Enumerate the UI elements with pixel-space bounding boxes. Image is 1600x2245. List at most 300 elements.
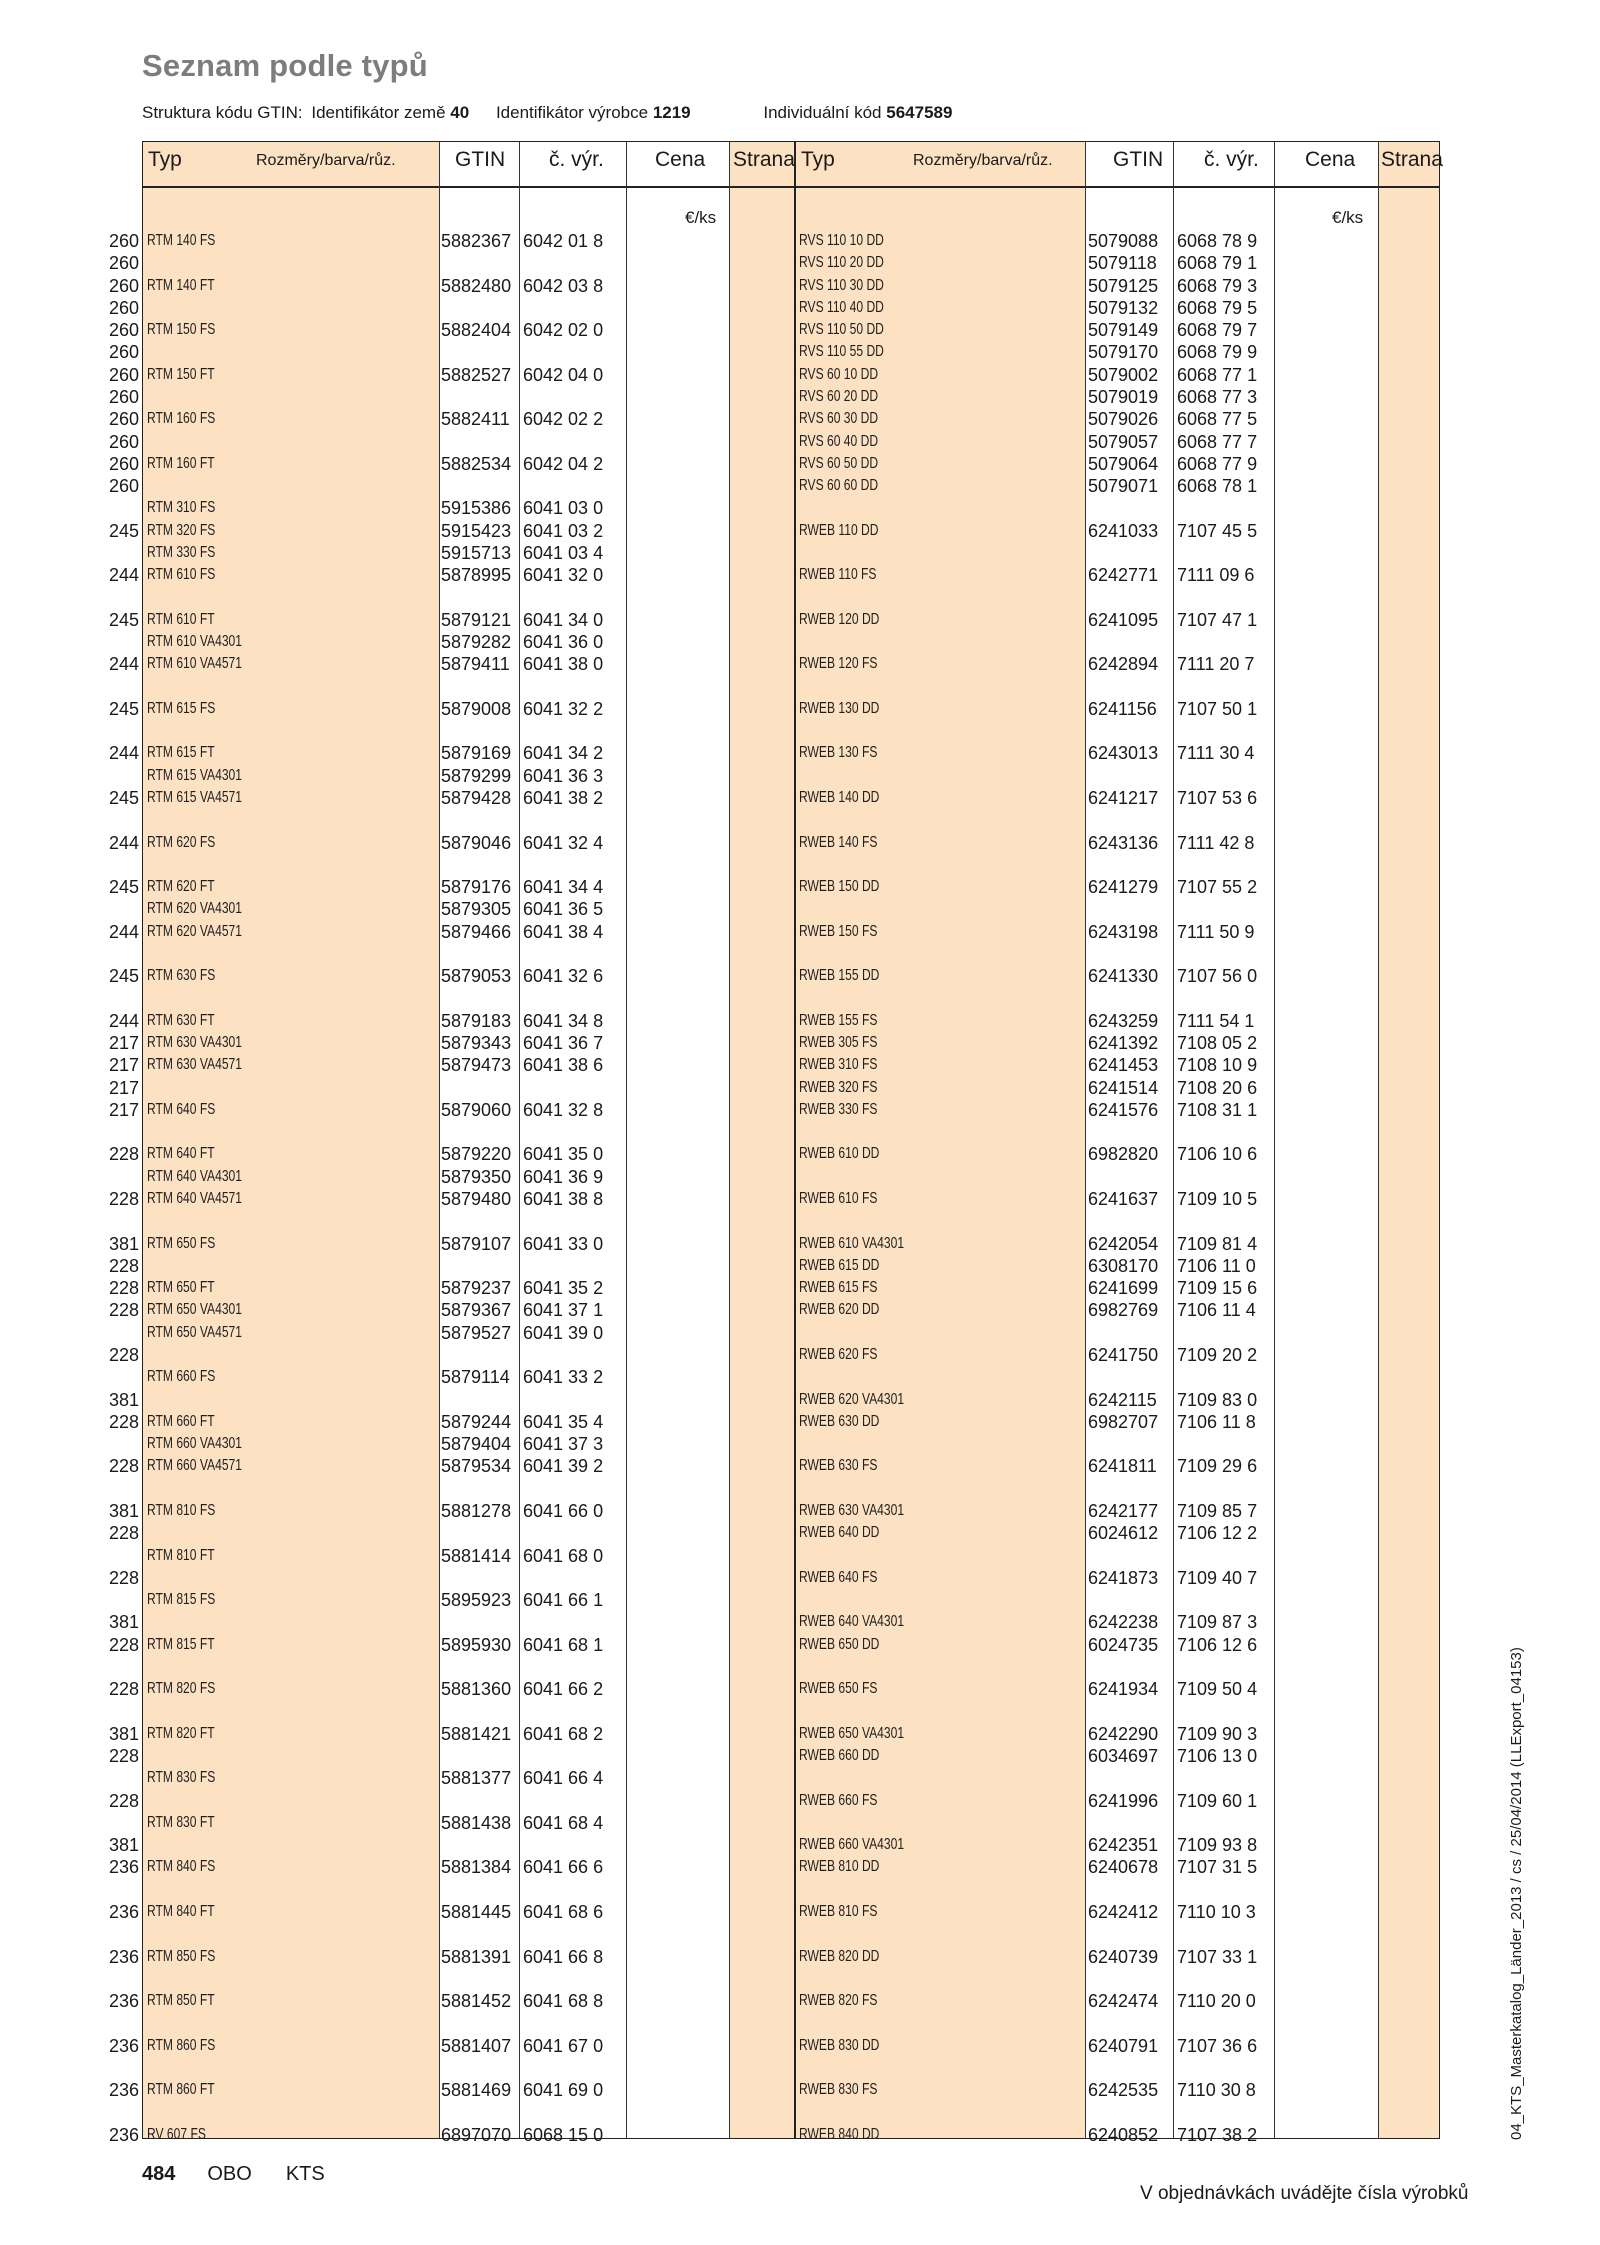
article-number: 7108 31 1: [1177, 1099, 1258, 1120]
type-code: RWEB 130 FS: [799, 744, 878, 762]
type-code: RTM 615 FS: [147, 699, 216, 717]
type-code: RWEB 660 VA4301: [799, 1836, 905, 1854]
article-number: 6068 78 9: [1177, 231, 1258, 251]
type-code: RWEB 140 FS: [799, 833, 878, 851]
article-number: 7106 12 6: [1177, 1634, 1258, 1655]
type-code: RTM 630 FS: [147, 967, 216, 985]
maker-label: Identifikátor výrobce: [495, 103, 649, 122]
type-code: RWEB 615 DD: [799, 1256, 880, 1274]
catalog-page: 260: [108, 275, 139, 296]
type-code: RWEB 155 DD: [799, 967, 880, 985]
gtin-code: 6024612: [1088, 1523, 1159, 1544]
type-code: RVS 60 20 DD: [799, 387, 879, 405]
gtin-code: 5881384: [441, 1857, 512, 1878]
section: KTS: [285, 2163, 325, 2185]
article-number: 6041 36 9: [523, 1166, 604, 1187]
gtin-code: 6241996: [1088, 1790, 1159, 1811]
type-code: RTM 615 FT: [147, 744, 215, 762]
catalog-page: 244: [108, 743, 139, 764]
gtin-code: 6241514: [1088, 1077, 1159, 1098]
col-line: [1173, 142, 1174, 2138]
type-code: RTM 650 VA4301: [147, 1301, 242, 1319]
article-number: 6041 36 0: [523, 632, 604, 653]
gtin-code: 5879305: [441, 899, 512, 920]
article-number: 6041 33 2: [523, 1367, 604, 1388]
type-code: RWEB 120 FS: [799, 655, 878, 673]
catalog-page: 381: [108, 1612, 139, 1633]
gtin-code: 6241217: [1088, 788, 1159, 808]
type-code: RTM 660 VA4301: [147, 1435, 242, 1453]
gtin-code: 5079019: [1088, 386, 1159, 407]
gtin-code: 5882527: [441, 364, 512, 385]
type-code: RVS 60 50 DD: [799, 454, 879, 472]
gtin-code: 5882480: [441, 275, 512, 296]
article-number: 7111 50 9: [1177, 921, 1255, 942]
gtin-code: 6982820: [1088, 1144, 1159, 1165]
article-number: 7107 47 1: [1177, 609, 1258, 630]
article-number: 6041 34 8: [523, 1010, 604, 1031]
article-number: 7111 09 6: [1177, 565, 1255, 586]
article-number: 6041 37 1: [523, 1300, 604, 1321]
gtin-code: 6241750: [1088, 1345, 1159, 1365]
gtin-code: 5879428: [441, 788, 512, 808]
type-code: RTM 650 FT: [147, 1279, 215, 1297]
type-code: RTM 650 VA4571: [147, 1323, 242, 1341]
type-code: RTM 150 FS: [147, 321, 216, 339]
type-code: RTM 640 FT: [147, 1145, 215, 1163]
article-number: 6041 35 0: [523, 1144, 604, 1165]
header-page-right: Strana: [1381, 148, 1443, 171]
article-number: 6041 36 7: [523, 1033, 604, 1054]
gtin-code: 5879350: [441, 1166, 512, 1187]
type-code: RTM 150 FT: [147, 365, 215, 383]
catalog-page: 245: [108, 609, 139, 630]
type-code: RWEB 640 VA4301: [799, 1613, 905, 1631]
article-number: 6041 66 2: [523, 1679, 604, 1700]
gtin-code: 5079125: [1088, 275, 1159, 296]
type-code: RTM 660 VA4571: [147, 1457, 242, 1475]
type-code: RWEB 620 VA4301: [799, 1390, 905, 1408]
catalog-page: 217: [108, 1055, 139, 1076]
article-number: 7106 11 0: [1177, 1255, 1256, 1276]
type-code: RWEB 305 FS: [799, 1034, 878, 1052]
article-number: 7109 20 2: [1177, 1345, 1258, 1365]
catalog-page: 381: [108, 1389, 139, 1410]
type-code: RTM 610 VA4571: [147, 655, 242, 673]
article-number: 6041 68 6: [523, 1902, 604, 1922]
type-code: RTM 330 FS: [147, 543, 216, 561]
type-code: RTM 840 FS: [147, 1858, 216, 1876]
catalog-page: 228: [108, 1278, 139, 1299]
type-code: RTM 850 FT: [147, 1992, 215, 2010]
type-code: RVS 60 60 DD: [799, 477, 879, 495]
gtin-code: 6241156: [1088, 698, 1157, 719]
gtin-code: 5879183: [441, 1010, 512, 1031]
type-code: RTM 140 FT: [147, 276, 215, 294]
gtin-code: 5879411: [441, 654, 510, 675]
type-code: RWEB 155 FS: [799, 1011, 878, 1029]
left-price-band: [729, 142, 795, 2138]
gtin-code: 6242177: [1088, 1500, 1159, 1521]
type-code: RWEB 650 VA4301: [799, 1724, 905, 1742]
article-number: 6041 66 0: [523, 1500, 604, 1521]
type-code: RTM 640 VA4571: [147, 1190, 242, 1208]
gtin-code: 5879008: [441, 698, 512, 719]
catalog-page: 228: [108, 1300, 139, 1321]
gtin-code: 5879282: [441, 632, 512, 653]
type-code: RWEB 650 FS: [799, 1680, 878, 1698]
type-code: RTM 160 FT: [147, 454, 215, 472]
type-code: RWEB 610 DD: [799, 1145, 880, 1163]
article-number: 6041 33 0: [523, 1233, 604, 1254]
type-code: RV 607 FS: [147, 2125, 206, 2143]
article-number: 6041 36 5: [523, 899, 604, 920]
type-code: RWEB 610 VA4301: [799, 1234, 905, 1252]
gtin-label: Struktura kódu GTIN:: [142, 103, 303, 122]
article-number: 6041 32 6: [523, 966, 604, 987]
header-nr-right: č. výr.: [1204, 148, 1259, 171]
catalog-page: 260: [108, 297, 139, 318]
type-code: RTM 630 FT: [147, 1011, 215, 1029]
article-number: 6041 35 2: [523, 1278, 604, 1299]
gtin-code: 6242894: [1088, 654, 1159, 675]
type-code: RWEB 330 FS: [799, 1100, 878, 1118]
article-number: 6041 38 8: [523, 1189, 604, 1210]
gtin-code: 5878995: [441, 565, 512, 586]
type-code: RVS 110 55 DD: [799, 343, 884, 361]
gtin-structure: [142, 103, 952, 123]
gtin-code: 6240791: [1088, 2035, 1159, 2056]
article-number: 6041 68 4: [523, 1812, 604, 1833]
type-code: RTM 815 FT: [147, 1635, 215, 1653]
article-number: 7107 45 5: [1177, 520, 1258, 541]
header-rule: [143, 186, 1439, 188]
article-number: 7109 40 7: [1177, 1567, 1258, 1588]
gtin-code: 5882404: [441, 320, 512, 341]
gtin-code: 5882411: [441, 409, 510, 430]
type-code: RWEB 830 FS: [799, 2081, 878, 2099]
catalog-page: 260: [108, 453, 139, 474]
gtin-code: 6240678: [1088, 1857, 1159, 1878]
catalog-page: 228: [108, 1634, 139, 1655]
article-number: 7109 29 6: [1177, 1456, 1258, 1477]
gtin-code: 5079071: [1088, 476, 1159, 497]
article-number: 6041 69 0: [523, 2080, 604, 2101]
gtin-code: 5079064: [1088, 453, 1159, 474]
article-number: 7108 10 9: [1177, 1055, 1258, 1076]
country-label: Identifikátor země: [311, 103, 446, 122]
article-number: 6041 68 8: [523, 1991, 604, 2012]
catalog-page: 228: [108, 1746, 139, 1767]
catalog-page: 245: [108, 877, 139, 898]
type-code: RVS 60 30 DD: [799, 410, 879, 428]
article-number: 6068 77 5: [1177, 409, 1258, 430]
right-price-band: [1378, 142, 1439, 2138]
type-code: RTM 160 FS: [147, 410, 216, 428]
article-number: 6068 77 7: [1177, 431, 1258, 452]
gtin-code: 6241873: [1088, 1567, 1159, 1588]
gtin-code: 5079057: [1088, 431, 1159, 452]
article-number: 7110 30 8: [1177, 2080, 1256, 2101]
article-number: 6041 39 0: [523, 1322, 604, 1343]
article-number: 6041 66 8: [523, 1946, 604, 1967]
article-number: 6041 03 2: [523, 520, 604, 541]
article-number: 6068 79 5: [1177, 297, 1258, 318]
col-line: [729, 142, 730, 2138]
article-number: 7107 31 5: [1177, 1857, 1258, 1878]
article-number: 7107 53 6: [1177, 788, 1258, 808]
catalog-page: 236: [108, 1902, 139, 1922]
gtin-code: 5879367: [441, 1300, 512, 1321]
gtin-code: 6034697: [1088, 1746, 1159, 1767]
gtin-code: 6242054: [1088, 1233, 1159, 1254]
article-number: 6041 38 2: [523, 788, 604, 808]
article-number: 7107 56 0: [1177, 966, 1258, 987]
gtin-code: 5879060: [441, 1099, 512, 1120]
article-number: 7110 10 3: [1177, 1902, 1256, 1922]
type-code: RTM 820 FT: [147, 1724, 215, 1742]
type-code: RVS 110 40 DD: [799, 298, 884, 316]
article-number: 6041 66 1: [523, 1590, 604, 1611]
article-number: 7108 20 6: [1177, 1077, 1258, 1098]
type-code: RWEB 810 DD: [799, 1858, 880, 1876]
header-typ: Typ: [148, 148, 182, 171]
type-code: RTM 810 FT: [147, 1546, 215, 1564]
gtin-code: 5879343: [441, 1033, 512, 1054]
gtin-code: 5879114: [441, 1367, 510, 1388]
gtin-code: 6241811: [1088, 1456, 1157, 1477]
gtin-code: 6242351: [1088, 1835, 1159, 1856]
catalog-page: 244: [108, 565, 139, 586]
article-number: 6041 03 0: [523, 498, 604, 519]
catalog-page: 245: [108, 520, 139, 541]
catalog-page: 244: [108, 921, 139, 942]
catalog-page: 245: [108, 698, 139, 719]
gtin-code: 5915423: [441, 520, 512, 541]
unit-label-right: €/ks: [1332, 208, 1364, 227]
article-number: 7106 10 6: [1177, 1144, 1258, 1165]
catalog-page: 245: [108, 788, 139, 808]
middle-divider: [794, 142, 796, 2138]
gtin-code: 6241033: [1088, 520, 1159, 541]
gtin-code: 5879473: [441, 1055, 512, 1076]
gtin-code: 6241330: [1088, 966, 1159, 987]
gtin-code: 5879404: [441, 1434, 512, 1455]
country-code: 40: [450, 103, 470, 122]
article-number: 7107 50 1: [1177, 698, 1258, 719]
type-code: RWEB 615 FS: [799, 1279, 878, 1297]
gtin-code: 5879534: [441, 1456, 512, 1477]
type-code: RTM 630 VA4571: [147, 1056, 242, 1074]
article-number: 6041 32 4: [523, 832, 604, 853]
article-number: 6041 68 0: [523, 1545, 604, 1566]
article-number: 6041 34 2: [523, 743, 604, 764]
article-number: 7107 33 1: [1177, 1946, 1258, 1967]
article-number: 6041 38 4: [523, 921, 604, 942]
gtin-code: 5881377: [441, 1768, 512, 1789]
header-price-right: Cena: [1305, 148, 1356, 171]
maker-code: 1219: [652, 103, 691, 122]
article-number: 6068 77 1: [1177, 364, 1258, 385]
type-code: RTM 860 FS: [147, 2036, 216, 2054]
left-type-band: [143, 142, 439, 2138]
gtin-code: 6241637: [1088, 1189, 1159, 1210]
article-number: 6068 79 1: [1177, 253, 1258, 274]
gtin-code: 5915713: [441, 542, 512, 563]
article-number: 6041 37 3: [523, 1434, 604, 1455]
type-code: RVS 110 20 DD: [799, 254, 884, 272]
catalog-page: 228: [108, 1456, 139, 1477]
side-imprint: 04_KTS_Masterkatalog_Länder_2013 / cs / 25/04/2014 (LLExport_04153): [1508, 1647, 1525, 2140]
article-number: 6041 66 6: [523, 1857, 604, 1878]
type-code: RWEB 130 DD: [799, 699, 880, 717]
gtin-code: 5879176: [441, 877, 512, 898]
gtin-code: 5879244: [441, 1411, 512, 1432]
col-line: [439, 142, 440, 2138]
type-code: RTM 610 FS: [147, 566, 216, 584]
gtin-code: 5881407: [441, 2035, 512, 2056]
gtin-code: 5879480: [441, 1189, 512, 1210]
article-number: 6041 32 8: [523, 1099, 604, 1120]
type-code: RWEB 610 FS: [799, 1190, 878, 1208]
gtin-code: 5079149: [1088, 320, 1159, 341]
type-code: RTM 660 FT: [147, 1412, 215, 1430]
type-code: RTM 640 VA4301: [147, 1167, 242, 1185]
header-nr: č. výr.: [549, 148, 604, 171]
type-code: RTM 830 FT: [147, 1813, 215, 1831]
type-code: RWEB 110 DD: [799, 521, 879, 539]
article-number: 6041 67 0: [523, 2035, 604, 2056]
article-number: 6041 32 2: [523, 698, 604, 719]
type-code: RTM 640 FS: [147, 1100, 216, 1118]
gtin-code: 5881360: [441, 1679, 512, 1700]
type-code: RTM 820 FS: [147, 1680, 216, 1698]
indiv-label: Individuální kód: [763, 103, 882, 122]
gtin-code: 5879169: [441, 743, 512, 764]
gtin-code: 5915386: [441, 498, 512, 519]
type-code: RWEB 650 DD: [799, 1635, 880, 1653]
article-number: 6041 32 0: [523, 565, 604, 586]
article-number: 7109 50 4: [1177, 1679, 1258, 1700]
gtin-code: 6242771: [1088, 565, 1159, 586]
gtin-code: 5895930: [441, 1634, 512, 1655]
type-code: RTM 620 VA4571: [147, 922, 242, 940]
type-code: RVS 60 40 DD: [799, 432, 879, 450]
article-number: 6041 68 1: [523, 1634, 604, 1655]
catalog-page: 228: [108, 1411, 139, 1432]
gtin-code: 5879046: [441, 832, 512, 853]
catalog-page: 260: [108, 431, 139, 452]
catalog-page: 228: [108, 1790, 139, 1811]
catalog-page: 244: [108, 1010, 139, 1031]
gtin-code: 6982769: [1088, 1300, 1159, 1321]
type-code: RWEB 660 DD: [799, 1747, 880, 1765]
type-code: RWEB 840 DD: [799, 2125, 880, 2143]
type-code: RWEB 830 DD: [799, 2036, 880, 2054]
gtin-code: 5079088: [1088, 231, 1159, 251]
header-typ-right: Typ: [801, 148, 835, 171]
gtin-code: 5879107: [441, 1233, 512, 1254]
type-code: RTM 310 FS: [147, 499, 216, 517]
article-number: 6041 35 4: [523, 1411, 604, 1432]
catalog-page: 236: [108, 2080, 139, 2101]
type-code: RVS 60 10 DD: [799, 365, 879, 383]
article-number: 7109 83 0: [1177, 1389, 1258, 1410]
gtin-code: 5879299: [441, 765, 512, 786]
catalog-page: 228: [108, 1679, 139, 1700]
type-code: RTM 615 VA4571: [147, 789, 242, 806]
gtin-code: 6243136: [1088, 832, 1159, 853]
col-line: [626, 142, 627, 2138]
indiv-code: 5647589: [886, 103, 953, 122]
gtin-code: 6308170: [1088, 1255, 1159, 1276]
type-code: RWEB 630 VA4301: [799, 1501, 905, 1519]
article-number: 7109 81 4: [1177, 1233, 1258, 1254]
article-number: 7111 54 1: [1177, 1010, 1255, 1031]
type-code: RWEB 120 DD: [799, 610, 880, 628]
gtin-code: 6243259: [1088, 1010, 1159, 1031]
type-code: RTM 810 FS: [147, 1501, 216, 1519]
article-number: 6042 04 0: [523, 364, 604, 385]
type-code: RWEB 660 FS: [799, 1791, 878, 1809]
gtin-code: 6242412: [1088, 1902, 1159, 1922]
gtin-code: 5079170: [1088, 342, 1159, 363]
type-code: RWEB 150 FS: [799, 922, 878, 940]
catalog-page: 260: [108, 476, 139, 497]
article-number: 6041 39 2: [523, 1456, 604, 1477]
gtin-code: 6241699: [1088, 1278, 1159, 1299]
article-number: 6068 77 9: [1177, 453, 1258, 474]
article-number: 6042 01 8: [523, 231, 604, 251]
type-code: RWEB 820 FS: [799, 1992, 878, 2010]
type-code: RWEB 820 DD: [799, 1947, 880, 1965]
type-code: RTM 620 VA4301: [147, 900, 242, 918]
article-number: 7111 42 8: [1177, 832, 1255, 853]
article-number: 6068 77 3: [1177, 386, 1258, 407]
type-code: RWEB 150 DD: [799, 878, 880, 896]
type-code: RTM 630 VA4301: [147, 1034, 242, 1052]
article-number: 7106 11 4: [1177, 1300, 1256, 1321]
article-number: 6042 02 0: [523, 320, 604, 341]
article-number: 6068 79 7: [1177, 320, 1258, 341]
gtin-code: 5882534: [441, 453, 512, 474]
catalog-page: 217: [108, 1077, 139, 1098]
gtin-code: 5079118: [1088, 253, 1157, 274]
catalog-page: 228: [108, 1255, 139, 1276]
gtin-code: 5881391: [441, 1946, 512, 1967]
gtin-code: 5879527: [441, 1322, 512, 1343]
article-number: 7109 85 7: [1177, 1500, 1258, 1521]
type-code: RVS 110 50 DD: [799, 321, 884, 339]
catalog-page: 260: [108, 364, 139, 385]
catalog-page: 381: [108, 1233, 139, 1254]
gtin-code: 5879121: [441, 609, 512, 630]
gtin-code: 5079026: [1088, 409, 1159, 430]
article-number: 6041 03 4: [523, 542, 604, 563]
type-code: RTM 815 FS: [147, 1591, 216, 1609]
col-line: [1378, 142, 1379, 2138]
catalog-page: 245: [108, 966, 139, 987]
type-code: RWEB 110 FS: [799, 566, 877, 584]
gtin-code: 5879466: [441, 921, 512, 942]
gtin-code: 6897070: [441, 2124, 512, 2145]
col-line: [1274, 142, 1275, 2138]
type-code: RTM 615 VA4301: [147, 766, 242, 784]
article-number: 6068 15 0: [523, 2124, 604, 2145]
gtin-code: 5079002: [1088, 364, 1159, 385]
article-number: 7109 15 6: [1177, 1278, 1258, 1299]
type-code: RTM 840 FT: [147, 1903, 215, 1920]
